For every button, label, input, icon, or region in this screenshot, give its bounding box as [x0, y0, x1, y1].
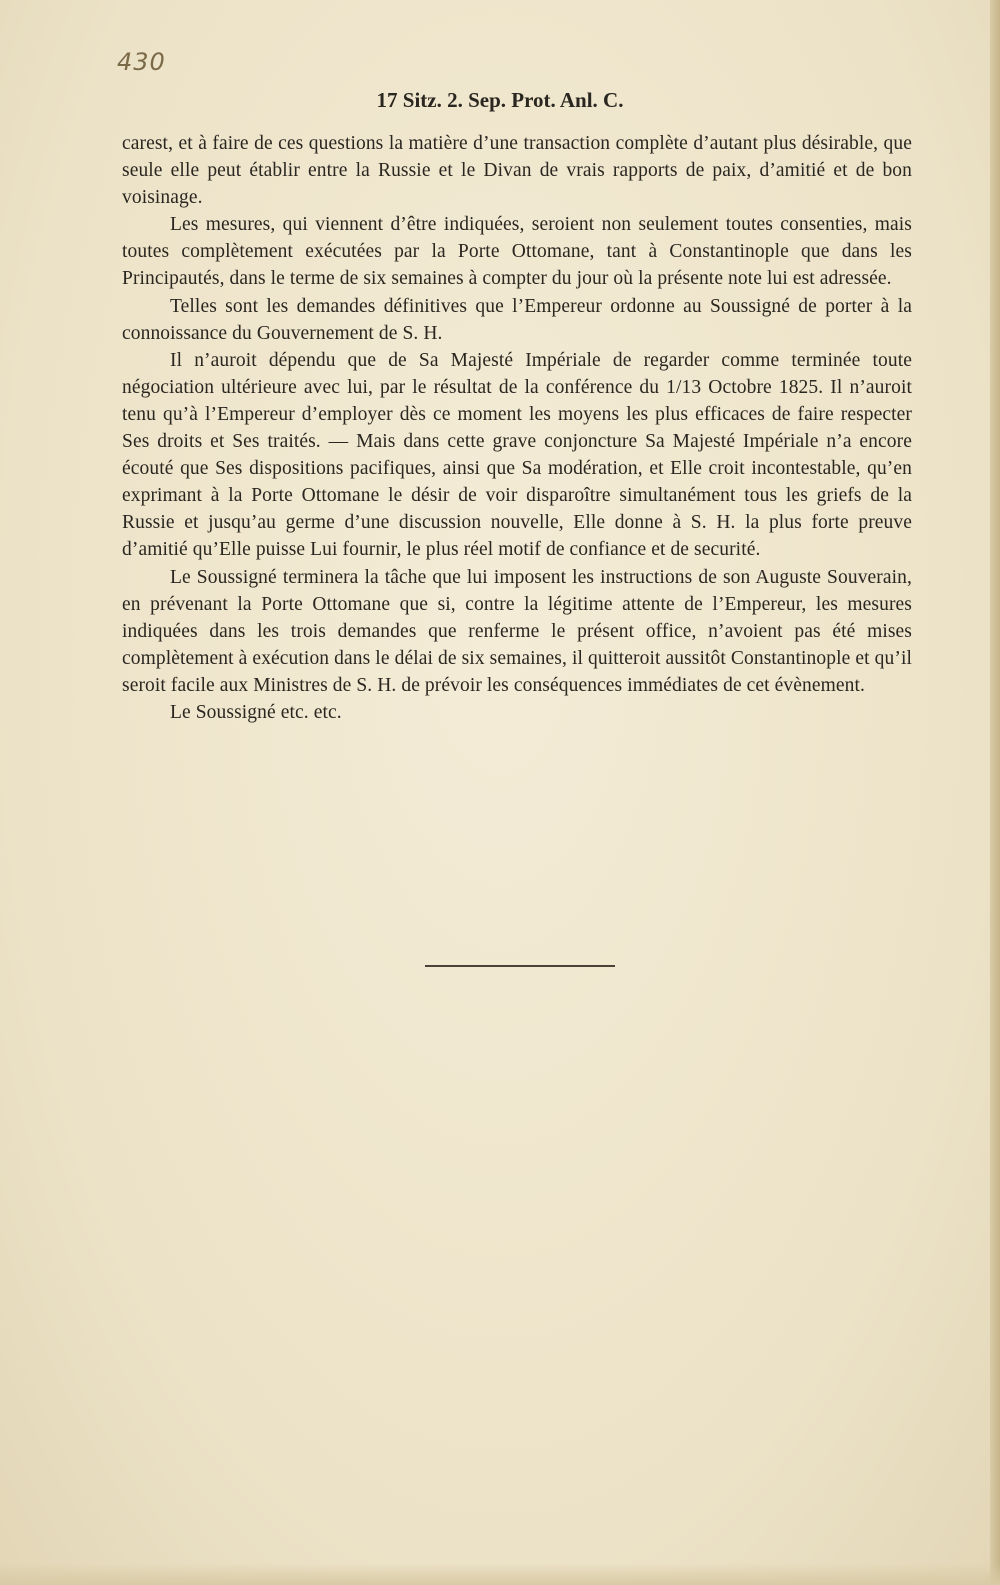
closing-line: Le Soussigné etc. etc.	[170, 701, 342, 723]
paragraph-1: carest, et à faire de ces questions la matière d’une transaction complète d’autant plus désirable, que seule elle peut établir entre la Russie et le Divan de vrais rapports de paix, d’amitié et de bon voisinage.	[122, 133, 912, 209]
handwritten-folio-number: 430	[117, 48, 166, 76]
page-edge-shadow	[990, 0, 1000, 1585]
page-bottom-edge	[0, 1563, 1000, 1585]
paragraph-3: Telles sont les demandes définitives que l’Empereur ordonne au Soussigné de porter à la connoissance du Gouvernement de S. H.	[122, 295, 912, 344]
end-rule	[425, 965, 615, 967]
running-header: 17 Sitz. 2. Sep. Prot. Anl. C.	[376, 88, 624, 112]
body-text	[122, 130, 912, 726]
paragraph-5: Le Soussigné terminera la tâche que lui imposent les instructions de son Auguste Souverain, en prévenant la Porte Ottomane que si, contre la légitime attente de l’Empereur, les mesures indiquées dans les trois demandes que renferme le présent office, n’avoient pas été mises complètement à exécution dans le délai de six semaines, il quitteroit aussitôt Constantinople et qu’il seroit facile aux Ministres de S. H. de prévoir les conséquences immédiates de cet évènement.	[122, 566, 912, 696]
paragraph-4: Il n’auroit dépendu que de Sa Majesté Impériale de regarder comme terminée toute négociation ultérieure avec lui, par le résultat de la conférence du 1/13 Octobre 1825. Il n’auroit tenu qu’à l’Empereur d’employer dès ce moment les moyens les plus efficaces de faire respecter Ses droits et Ses traités. — Mais dans cette grave conjoncture Sa Majesté Impériale n’a encore écouté que Ses dispositions pacifiques, ainsi que Sa modération, et Elle croit incontestable, qu’en exprimant à la Porte Ottomane le désir de voir disparoître simultanément tous les griefs de la Russie et jusqu’au germe d’une discussion nouvelle, Elle donne à S. H. la plus forte preuve d’amitié qu’Elle puisse Lui fournir, le plus réel motif de confiance et de securité.	[122, 349, 912, 561]
paragraph-2: Les mesures, qui viennent d’être indiquées, seroient non seulement toutes consenties, mais toutes complètement exécutées par la Porte Ottomane, tant à Constantinople que dans les Principautés, dans le terme de six semaines à compter du jour où la présente note lui est adressée.	[122, 214, 912, 290]
